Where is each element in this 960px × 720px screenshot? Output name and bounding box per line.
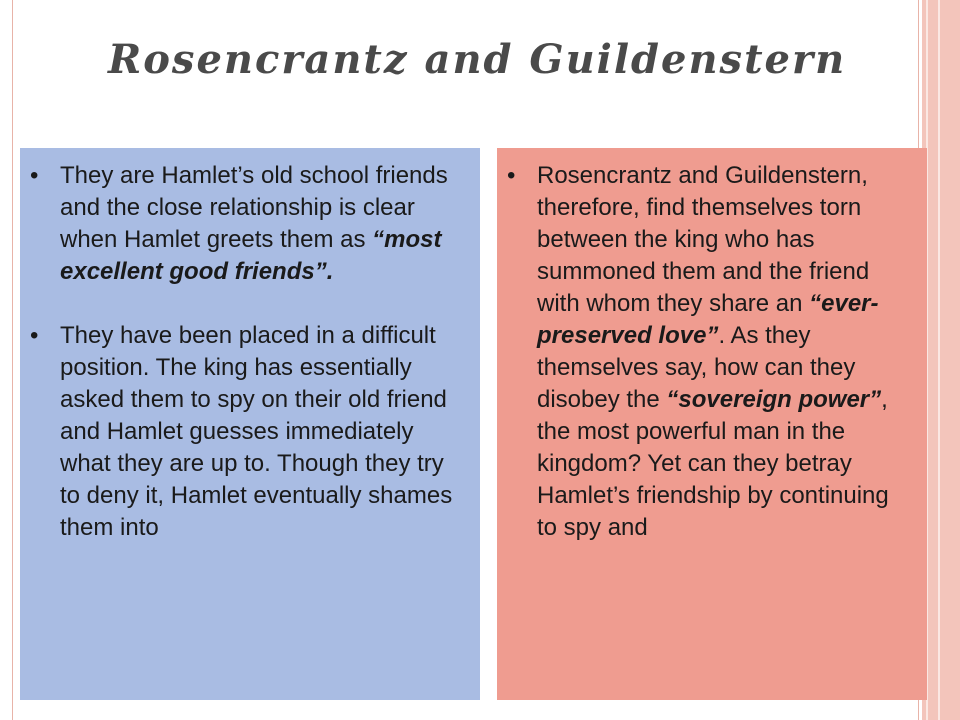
bullet-text: , the most powerful man in the kingdom? Yet can they betray Hamlet’s friendship by continuing to spy and bbox=[537, 386, 889, 541]
left-bullet-list bbox=[20, 148, 480, 544]
bullet-dot-icon: • bbox=[30, 162, 39, 189]
bullet-dot-icon: • bbox=[507, 162, 516, 189]
bullet-text: Rosencrantz and Guildenstern, therefore, find themselves torn between the king who has summoned them and the friend with whom they share an bbox=[537, 162, 870, 317]
right-bullet-list bbox=[497, 148, 927, 544]
slide-frame-left-border bbox=[12, 0, 13, 720]
bullet-quote: “most excellent good friends”. bbox=[60, 226, 442, 285]
slide-title: Rosencrantz and Guildenstern bbox=[108, 36, 847, 83]
right-content-panel bbox=[497, 148, 927, 700]
bullet-dot-icon: • bbox=[30, 322, 39, 349]
slide-frame-right-rail bbox=[922, 0, 960, 720]
left-content-panel bbox=[20, 148, 480, 700]
bullet-text: They are Hamlet’s old school friends and the close relationship is clear when Hamlet greets them as bbox=[60, 162, 448, 253]
bullet-quote: “sovereign power” bbox=[666, 386, 882, 413]
bullet-item bbox=[497, 160, 927, 544]
bullet-item bbox=[20, 320, 480, 544]
bullet-quote: “ever-preserved love” bbox=[537, 290, 879, 349]
bullet-item bbox=[20, 160, 480, 288]
bullet-text: . As they themselves say, how can they disobey the bbox=[537, 322, 856, 413]
bullet-text: They have been placed in a difficult position. The king has essentially asked them to spy on their old friend and Hamlet guesses immediately what they are up to. Though they try to deny it, Hamlet eventually shames them into bbox=[60, 322, 453, 541]
